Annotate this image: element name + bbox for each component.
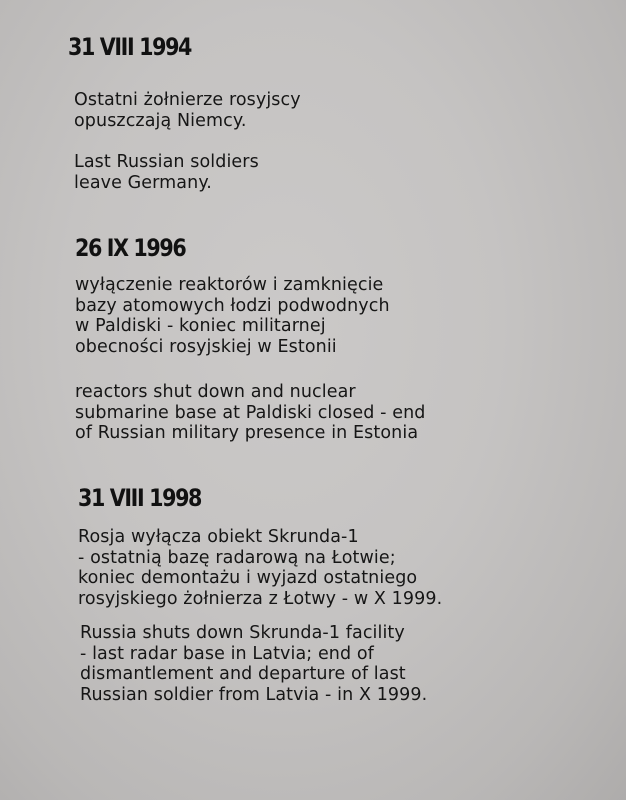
text-line: rosyjskiego żołnierza z Łotwy - w X 1999. [78,588,443,609]
entry-date: 31 VIII 1994 [68,33,192,61]
entry-text-english [75,382,425,444]
entry-date: 26 IX 1996 [75,234,186,262]
text-line: opuszczają Niemcy. [74,110,247,131]
entry-text-english [80,623,427,705]
text-line: bazy atomowych łodzi podwodnych [75,295,390,316]
text-line: of Russian military presence in Estonia [75,423,419,443]
text-line: leave Germany. [74,172,212,193]
text-line: Rosja wyłącza obiekt Skrunda-1 [78,527,359,547]
text-line: w Paldiski - koniec militarnej [75,316,326,336]
text-line: Last Russian soldiers [74,152,259,172]
text-line: dismantlement and departure of last [80,664,406,684]
text-line: Ostatni żołnierze rosyjscy [74,90,301,110]
entry-text-polish [75,275,390,357]
text-line: - ostatnią bazę radarową na Łotwie; [78,547,396,568]
entry-text-polish [74,90,301,131]
entry-text-english [74,152,259,193]
text-line: - last radar base in Latvia; end of [80,643,374,664]
text-line: obecności rosyjskiej w Estonii [75,336,337,357]
text-line: reactors shut down and nuclear [75,382,356,402]
text-line: koniec demontażu i wyjazd ostatniego [78,568,418,588]
text-line: submarine base at Paldiski closed - end [75,402,426,423]
entry-text-polish [78,527,442,609]
text-line: Russian soldier from Latvia - in X 1999. [80,684,428,705]
text-line: Russia shuts down Skrunda-1 facility [80,623,405,643]
text-line: wyłączenie reaktorów i zamknięcie [75,275,384,295]
entry-date: 31 VIII 1998 [78,484,202,512]
